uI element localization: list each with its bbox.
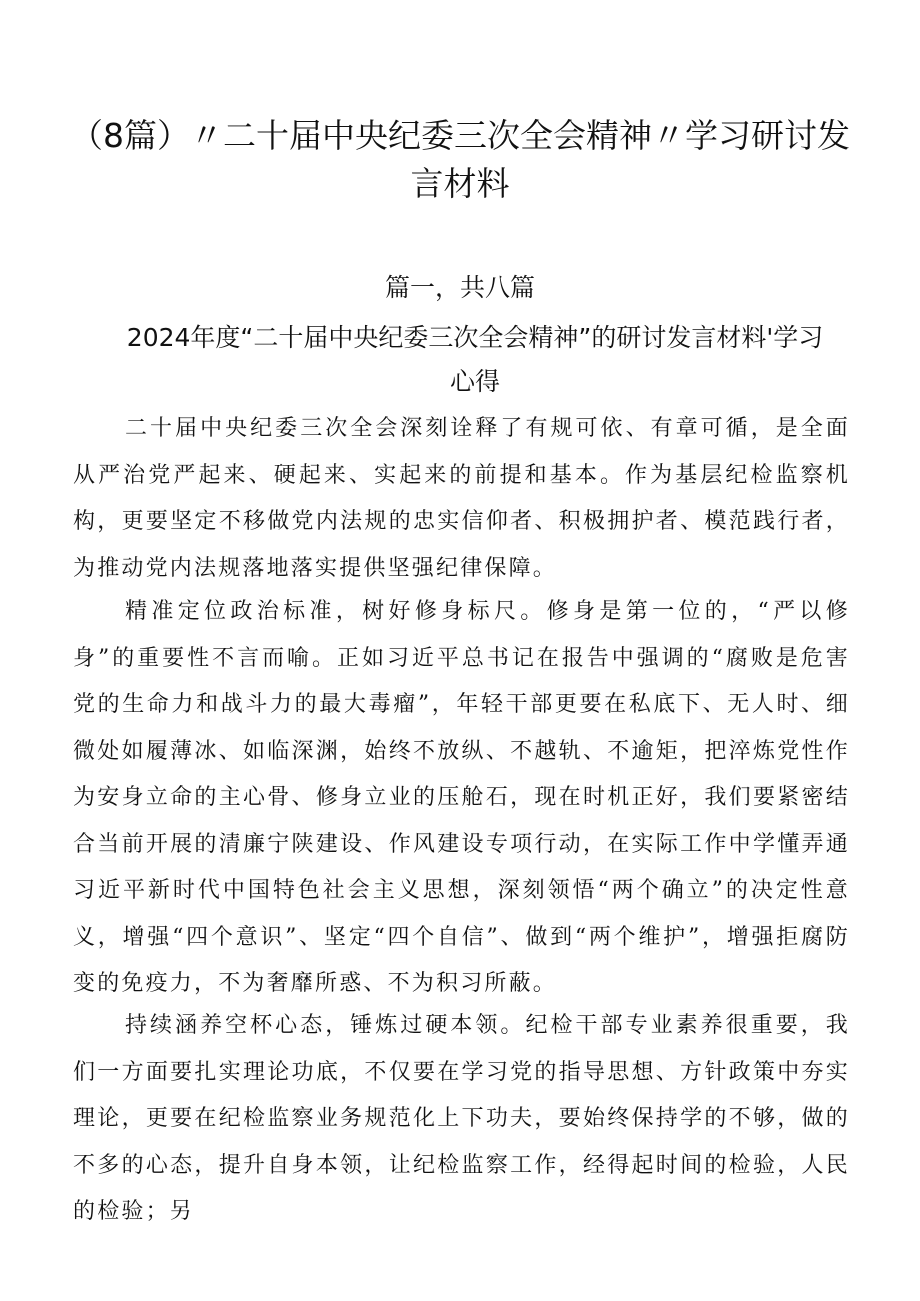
article-subtitle: 2024年度“二十届中央纪委三次全会精神”的研讨发言材料'学习心得 [126,323,824,396]
section-heading: 篇一，共八篇 [384,273,535,302]
body-paragraph: 二十届中央纪委三次全会深刻诠释了有规可依、有章可循，是全面从严治党严起来、硬起来、实起来的前提和基本。作为基层纪检监察机构，更要坚定不移做党内法规的忠实信仰者、积极拥护者、模范践行者，为推动党内法规落地落实提供坚强纪律保障。 [73,416,850,581]
body-paragraph: 持续涵养空杯心态，锤炼过硬本领。纪检干部专业素养很重要，我们一方面要扎实理论功底，不仅要在学习党的指导思想、方针政策中夯实理论，更要在纪检监察业务规范化上下功夫，要始终保持学的不够，做的不多的心态，提升自身本领，让纪检监察工作，经得起时间的检验，人民的检验；另 [73,1013,850,1224]
body-paragraph: 精准定位政治标准，树好修身标尺。修身是第一位的，“严以修身”的重要性不言而喻。正如习近平总书记在报告中强调的“腐败是危害党的生命力和战斗力的最大毒瘤”，年轻干部更要在私底下、无人时、细微处如履薄冰、如临深渊，始终不放纵、不越轨、不逾矩，把淬炼党性作为安身立命的主心骨、修身立业的压舱石，现在时机正好，我们要紧密结合当前开展的清廉宁陕建设、作风建设专项行动，在实际工作中学懂弄通习近平新时代中国特色社会主义思想，深刻领悟“两个确立”的决定性意义，增强“四个意识”、坚定“四个自信”、做到“两个维护”，增强拒腐防变的免疫力，不为奢靡所惑、不为积习所蔽。 [73,599,850,996]
document-title: （8篇）〃二十届中央纪委三次全会精神〃学习研讨发言材料 [70,116,850,203]
